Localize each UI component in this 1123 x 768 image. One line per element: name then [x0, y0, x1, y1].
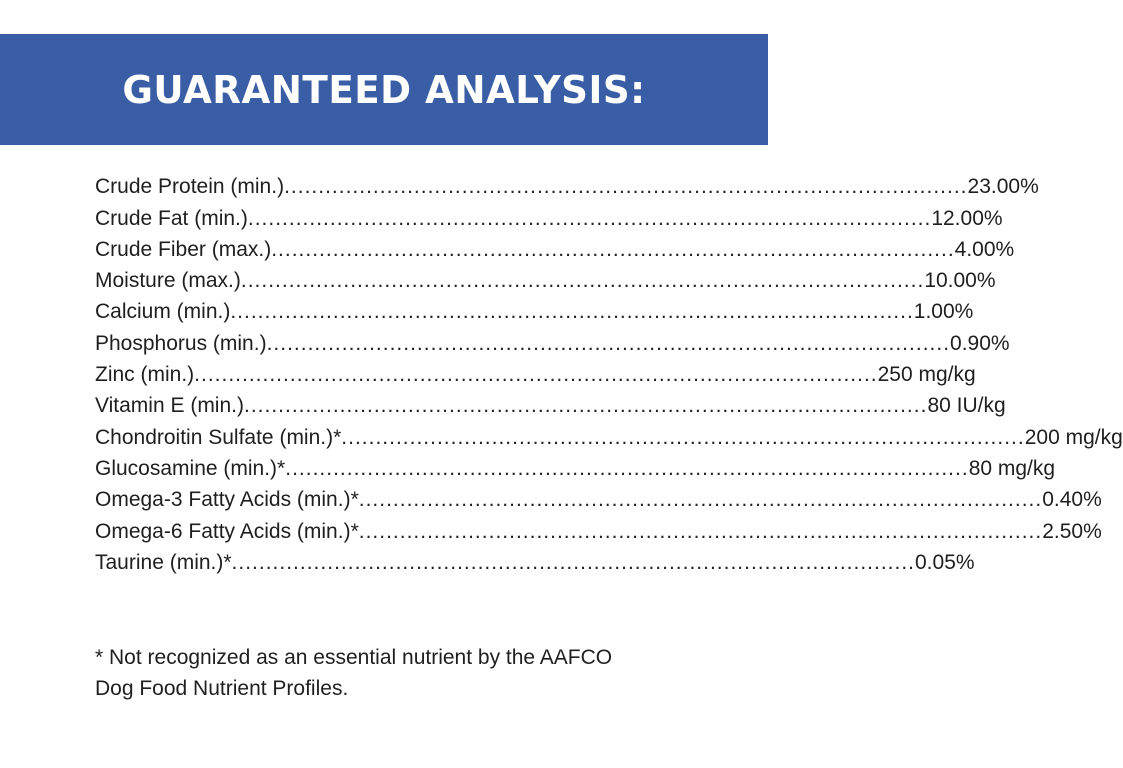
analysis-row-crude-protein	[95, 168, 1039, 199]
dot-leader: ....................................................................................................	[240, 269, 925, 293]
dot-leader: ....................................................................................................	[358, 488, 1043, 512]
nutrient-label: Moisture (max.)	[95, 269, 241, 293]
footnote	[95, 642, 715, 704]
analysis-row-zinc	[95, 356, 976, 387]
analysis-row-crude-fat	[95, 199, 1003, 230]
nutrient-value: 0.90%	[950, 331, 1010, 355]
nutrient-label: Omega-6 Fatty Acids (min.)*	[95, 519, 359, 543]
dot-leader: ....................................................................................................	[285, 456, 969, 480]
dot-leader: ....................................................................................................	[284, 175, 968, 199]
analysis-row-crude-fiber	[95, 231, 1015, 262]
nutrient-label: Glucosamine (min.)*	[95, 456, 286, 480]
analysis-row-omega-6	[95, 512, 1102, 543]
dot-leader: ....................................................................................................	[231, 550, 915, 574]
analysis-row-glucosamine	[95, 450, 1056, 481]
analysis-row-chondroitin-sulfate	[95, 418, 1123, 449]
analysis-row-vitamin-e	[95, 387, 1006, 418]
analysis-row-omega-3	[95, 481, 1102, 512]
nutrient-label: Crude Fat (min.)	[95, 206, 248, 230]
dot-leader: ....................................................................................................	[358, 519, 1043, 543]
footnote-line: Dog Food Nutrient Profiles.	[95, 677, 349, 700]
nutrient-value: 23.00%	[967, 175, 1039, 199]
nutrient-label: Phosphorus (min.)	[95, 331, 267, 355]
nutrient-value: 12.00%	[931, 206, 1003, 230]
nutrient-value: 0.40%	[1042, 488, 1102, 512]
nutrient-label: Taurine (min.)*	[95, 550, 232, 574]
nutrient-label: Omega-3 Fatty Acids (min.)*	[95, 488, 359, 512]
nutrient-label: Chondroitin Sulfate (min.)*	[95, 425, 342, 449]
nutrient-value: 0.05%	[915, 550, 975, 574]
analysis-row-moisture	[95, 262, 996, 293]
nutrient-value: 1.00%	[913, 300, 974, 324]
nutrient-value: 80 IU/kg	[927, 394, 1006, 418]
nutrient-label: Vitamin E (min.)	[95, 394, 244, 418]
analysis-row-phosphorus	[95, 324, 1010, 355]
analysis-row-calcium	[95, 293, 974, 324]
nutrient-value: 10.00%	[924, 269, 996, 293]
dot-leader: ....................................................................................................	[266, 331, 951, 355]
nutrient-value: 2.50%	[1042, 519, 1102, 543]
nutrient-value: 4.00%	[954, 237, 1015, 261]
analysis-list	[95, 168, 1123, 575]
analysis-row-taurine	[95, 544, 975, 575]
dot-leader: ....................................................................................................	[271, 237, 955, 261]
nutrient-label: Crude Fiber (max.)	[95, 237, 272, 261]
dot-leader: ....................................................................................................	[247, 206, 932, 230]
header-banner	[0, 34, 768, 145]
nutrient-label: Calcium (min.)	[95, 300, 231, 324]
nutrient-value: 250 mg/kg	[877, 363, 976, 387]
nutrient-value: 80 mg/kg	[968, 456, 1056, 480]
dot-leader: ....................................................................................................	[243, 394, 928, 418]
nutrient-value: 200 mg/kg	[1024, 425, 1123, 449]
dot-leader: ....................................................................................................	[194, 363, 878, 387]
dot-leader: ....................................................................................................	[230, 300, 914, 324]
nutrient-label: Crude Protein (min.)	[95, 175, 285, 199]
footnote-line: * Not recognized as an essential nutrient by the AAFCO	[95, 646, 613, 669]
nutrient-label: Zinc (min.)	[95, 363, 195, 387]
banner-title: GUARANTEED ANALYSIS:	[122, 67, 646, 112]
dot-leader: ....................................................................................................	[341, 425, 1025, 449]
